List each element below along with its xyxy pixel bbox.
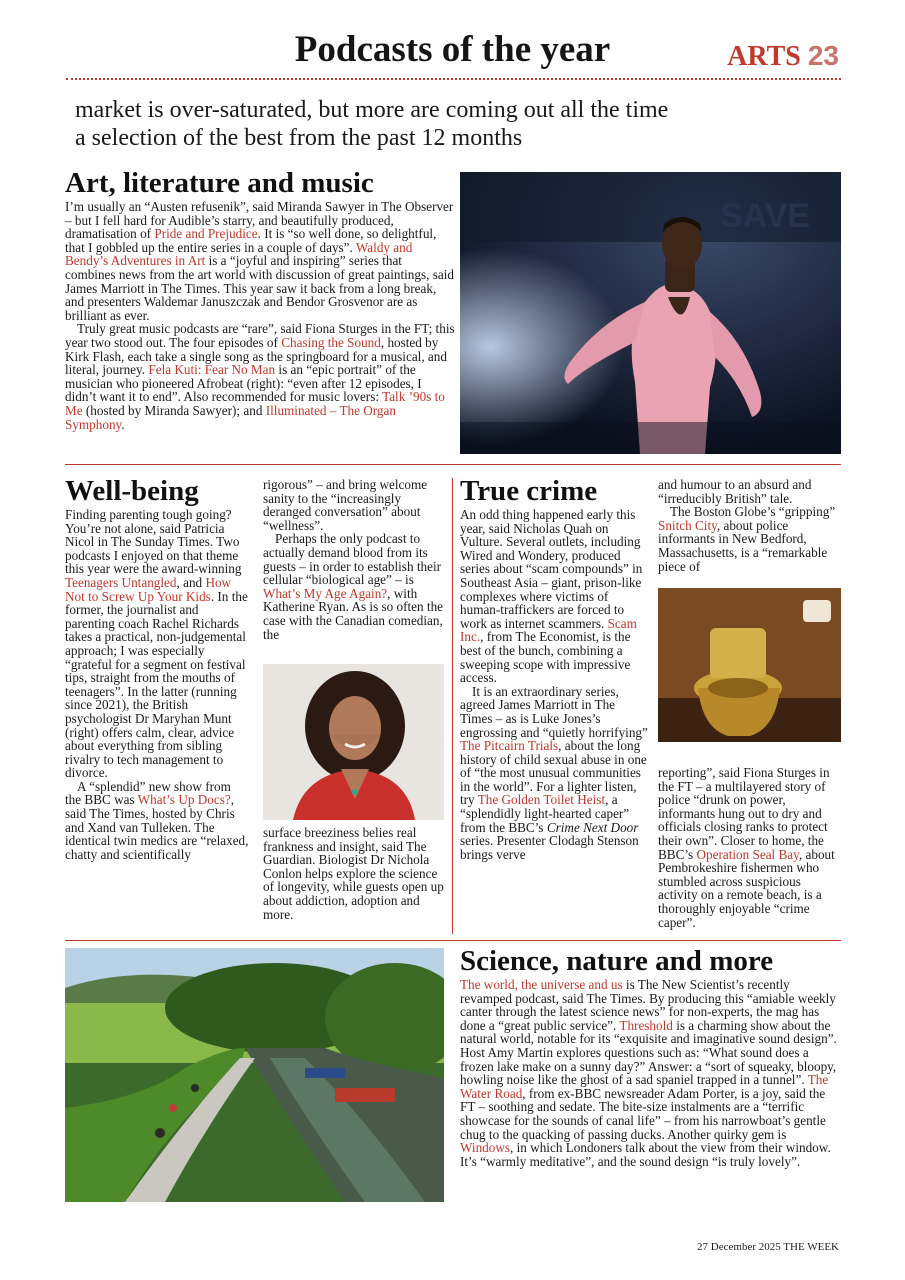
podcast-link-how-not-to-screw[interactable]: How Not to Screw Up Your Kids — [65, 574, 232, 604]
podcast-link-water-road[interactable]: The Water Road — [460, 1072, 829, 1101]
science-paragraph-1: The world, the universe and us is The New Scientist’s recently revamped podcast, said The Times. By producing this “amiable weekly canter through the latest science news” for non-experts, the mag has done a “great public service”. Threshold is a charming show about the natural world, notable for its “exquisite and imaginative sound design”. Host Amy Martin explores questions such as: “What sound does a frozen lake make on a sunny day?” Answer: a “sort of squeaky, bloopy, howling noise like the ghost of a sad spaniel trapped in a tunnel”. The Water Road, from ex-BBC newsreader Adam Porter, is a joy, said the FT – soothing and sedate. The bite-size instalments are a “terrific showcase for the sounds of canal life” – from his narrowboat’s gentle chug to the quacking of passing ducks. Another quirky gem is Windows, in which Londoners talk about the view from their window. It’s “warmly meditative”, and the sound design “is truly lovely”. — [460, 977, 837, 1169]
wellbeing-paragraph-5: surface breeziness belies real frankness and insight, said The Guardian. Biologist Dr Nichola Conlon helps explore the science of longevity, while guests open up about addiction, adoption and more. — [263, 825, 444, 922]
science-body — [460, 978, 841, 1168]
truecrime-paragraph-3: and humour to an absurd and “irreducibly British” tale. — [658, 477, 812, 506]
science-heading: Science, nature and more — [460, 945, 774, 977]
podcast-link-pride-prejudice[interactable]: Pride and Prejudice — [154, 226, 258, 242]
section-divider-1 — [65, 464, 841, 465]
podcast-link-chasing-sound[interactable]: Chasing the Sound — [281, 334, 381, 350]
wellbeing-paragraph-2: A “splendid” new show from the BBC was What’s Up Docs?, said The Times, hosted by Chris and Xand van Tulleken. The identical twin medics are “relaxed, chatty and scientifically — [65, 778, 249, 862]
podcast-link-snitch-city[interactable]: Snitch City — [658, 517, 717, 533]
truecrime-paragraph-4: The Boston Globe’s “gripping” Snitch City, about police informants in New Bedford, Massachusetts, is a “remarkable piece of — [658, 504, 836, 574]
podcast-link-scam-inc[interactable]: Scam Inc. — [460, 615, 637, 645]
standfirst-line-1: market is over-saturated, but more are coming out all the time — [75, 97, 669, 123]
podcast-link-teenagers-untangled[interactable]: Teenagers Untangled — [65, 574, 177, 590]
podcast-link-pitcairn-trials[interactable]: The Pitcairn Trials — [460, 738, 559, 754]
golden-toilet-photo — [658, 588, 841, 742]
wellbeing-paragraph-3: rigorous” – and bring welcome sanity to the “increasingly deranged conversation” about “wellness”. — [263, 477, 428, 533]
wellbeing-heading: Well-being — [65, 475, 199, 507]
truecrime-col-1 — [460, 474, 648, 861]
science-section — [460, 944, 841, 1168]
wellbeing-col-1 — [65, 474, 250, 861]
fela-kuti-photo — [460, 172, 841, 454]
podcast-link-whats-my-age[interactable]: What’s My Age Again? — [263, 585, 388, 601]
maryhan-munt-photo — [263, 664, 444, 820]
section-divider-2 — [65, 940, 841, 941]
header-rule — [66, 78, 841, 80]
podcast-link-whats-up-docs[interactable]: What’s Up Docs? — [137, 792, 231, 808]
series-title-crime-next-door: Crime Next Door — [546, 819, 639, 835]
svg-text:SAVE: SAVE — [720, 197, 811, 235]
truecrime-paragraph-2: It is an extraordinary series, agreed James Marriott in The Times – as is Luke Jones’s engrossing and “quietly horrifying” The Pitcairn Trials, about the long history of child sexual abuse in one of “the most unusual communities in the world”. For a lighter listen, try The Golden Toilet Heist, a “splendidly light-hearted caper” from the BBC’s Crime Next Door series. Presenter Clodagh Stenson brings verve — [460, 683, 648, 862]
truecrime-col-2-bottom — [658, 766, 841, 929]
art-paragraph-1: I’m usually an “Austen refusenik”, said Miranda Sawyer in The Observer – but I fell hard for Audible’s starry, and beautifully produced, dramatisation of Pride and Prejudice. It is “so well done, so delightful, that I gobbled up the entire series in a couple of days”. Waldy and Bendy’s Adventures in Art is a “joyful and inspiring” series that combines news from the art world with discussion of great paintings, said James Marriott in The Times. This year saw it back from a long break, and presenters Waldemar Januszczak and Bendor Grosvenor are as brilliant as ever. — [65, 199, 454, 323]
podcast-link-talk-90s[interactable]: Talk ’90s to Me — [65, 389, 445, 418]
podcast-link-illuminated[interactable]: Illuminated – The Organ Symphony — [65, 402, 396, 432]
podcast-link-fela-kuti[interactable]: Fela Kuti: Fear No Man — [148, 362, 276, 378]
column-divider — [452, 478, 453, 934]
wellbeing-paragraph-1: Finding parenting tough going? You’re not alone, said Patricia Nicol in The Sunday Times. Two podcasts I enjoyed on that theme this year were the award-winning Teenagers Untangled, and How Not to Screw Up Your Kids. In the former, the journalist and parenting coach Rachel Richards takes a practical, non-judgemental approach; I was especially “grateful for a segment on festival tips, straight from the mouths of teenagers”. In the latter (running since 2021), the British psychologist Dr Maryhan Munt (right) offers calm, clear, advice about everything from sibling rivalry to tech management to divorce. — [65, 507, 248, 781]
art-heading: Art, literature and music — [65, 167, 374, 199]
podcast-link-operation-seal-bay[interactable]: Operation Seal Bay — [696, 846, 799, 862]
truecrime-heading: True crime — [460, 475, 598, 507]
standfirst-line-2: a selection of the best from the past 12 months — [75, 125, 523, 151]
truecrime-body-1 — [460, 508, 648, 861]
section-name: ARTS — [727, 41, 801, 72]
wellbeing-col-2-bottom — [263, 826, 445, 921]
podcast-link-golden-toilet[interactable]: The Golden Toilet Heist — [477, 792, 606, 808]
footer-dateline: 27 December 2025 THE WEEK — [697, 1241, 839, 1253]
podcast-link-threshold[interactable]: Threshold — [619, 1017, 673, 1033]
art-paragraph-2: Truly great music podcasts are “rare”, said Fiona Sturges in the FT; this year two stood out. The four episodes of Chasing the Sound, hosted by Kirk Flash, each take a single song as the springboard for a musical, and literal, journey. Fela Kuti: Fear No Man is an “epic portrait” of the musician who pioneered Afrobeat (right): “even after 12 episodes, I didn’t want it to end”. Also recommended for music lovers: Talk ’90s to Me (hosted by Miranda Sawyer); and Illuminated – The Organ Symphony. — [65, 321, 455, 432]
podcast-link-world-universe-us[interactable]: The world, the universe and us — [460, 977, 623, 992]
podcast-link-waldy-bendy[interactable]: Waldy and Bendy’s Adventures in Art — [65, 239, 413, 269]
truecrime-paragraph-1: An odd thing happened early this year, said Nicholas Quah on Vulture. Several outlets, including Wired and Wondery, produced series about “scam compounds” in Southeast Asia – giant, prison-like complexes where victims of human-traffickers are forced to work as internet scammers. Scam Inc., from The Economist, is the best of the bunch, combining a sweeping scope with impressive access. — [460, 507, 643, 686]
page-title: Podcasts of the year — [294, 29, 611, 70]
wellbeing-paragraph-4: Perhaps the only podcast to actually demand blood from its guests – in order to establish their cellular “biological age” – is What’s My Age Again?, with Katherine Ryan. As is so often the case with the Canadian comedian, the — [263, 531, 444, 642]
wellbeing-body-1 — [65, 508, 250, 861]
truecrime-paragraph-5: reporting”, said Fiona Sturges in the FT – a multilayered story of police “drunk on power, informants hung out to dry and officials closing ranks to protect their own”. Closer to home, the BBC’s Operation Seal Bay, about Pembrokeshire fishermen who stumbled across suspicious activity on a remote beach, is a thoroughly enjoyable “crime caper”. — [658, 765, 835, 930]
art-section — [65, 166, 455, 431]
truecrime-col-2-top — [658, 478, 841, 573]
section-tag — [727, 40, 839, 73]
wellbeing-col-2-top — [263, 478, 445, 641]
art-body — [65, 200, 455, 431]
standfirst — [75, 96, 668, 152]
podcast-link-windows[interactable]: Windows — [460, 1140, 511, 1156]
page-number: 23 — [807, 40, 839, 71]
canal-photo — [65, 948, 444, 1202]
